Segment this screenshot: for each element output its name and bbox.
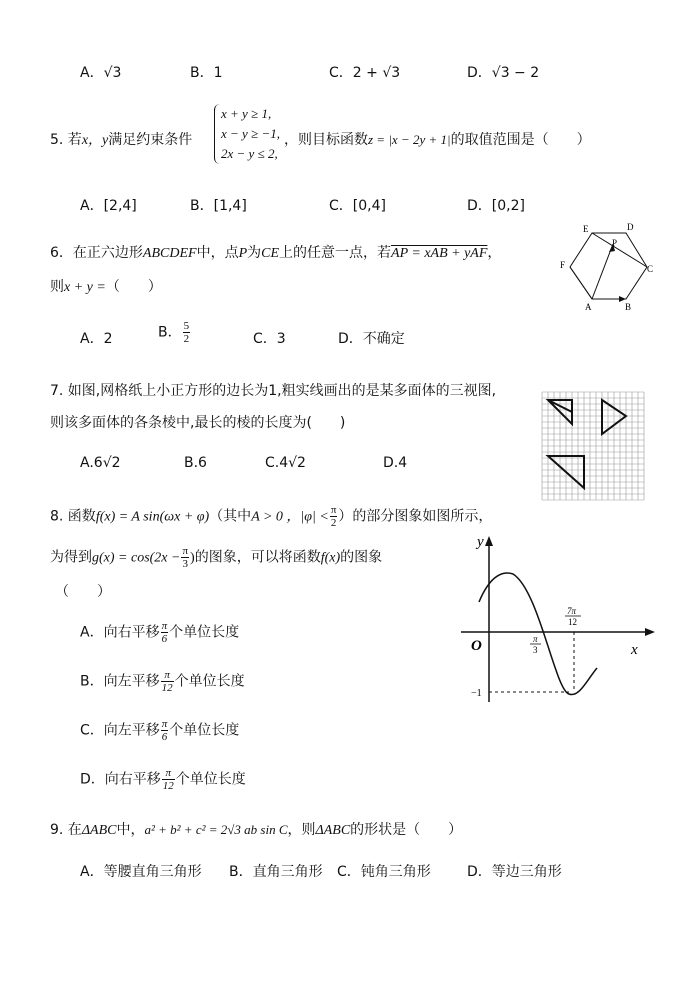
q8-c-post: 个单位长度 <box>169 722 240 739</box>
q7-option-a: A.6√2 <box>80 455 121 471</box>
graph-pi3-den: 3 <box>533 645 538 655</box>
q6-option-b-frac <box>183 320 191 345</box>
q8-a-num: π <box>161 620 168 632</box>
q5-stem <box>50 129 192 149</box>
q4-option-d: D．√3 − 2 <box>467 65 540 81</box>
q8-text-a: 8. 函数 <box>50 508 96 525</box>
q6-frac-num: 5 <box>183 320 190 332</box>
q9-text-c: ，则 <box>287 822 316 838</box>
fig-label-c: C <box>647 264 654 274</box>
q8-function: f(x) = A sin(ωx + φ) <box>95 509 210 525</box>
graph-7pi12-den: 12 <box>568 617 577 627</box>
q8-pi-over-3 <box>181 545 189 570</box>
q8-c-pre: C．向左平移 <box>80 722 160 739</box>
q9-text-a: 9. 在 <box>50 822 82 838</box>
q8-a-frac <box>161 620 169 645</box>
q8-pi3-num: π <box>182 545 189 557</box>
q9-option-c: C．钝角三角形 <box>337 864 431 880</box>
q8-a-pre: A．向右平移 <box>80 624 160 641</box>
fig-label-d: D <box>627 222 634 232</box>
q7-option-c: C.4√2 <box>265 455 306 471</box>
q8-sine-graph <box>455 530 660 710</box>
q8-d-post: 个单位长度 <box>175 771 246 788</box>
graph-7pi12-num: 7π <box>567 606 577 616</box>
q8-stem-line2 <box>50 545 382 570</box>
q8-option-d <box>80 767 246 792</box>
q8-option-a <box>80 620 239 645</box>
q9-triangle: ΔABC <box>81 823 117 838</box>
q7-option-d: D.4 <box>383 455 408 471</box>
q4-option-c: C．2 + √3 <box>329 65 401 81</box>
q8-d-frac <box>162 767 175 792</box>
q9-triangle-2: ΔABC <box>315 823 351 838</box>
q8-b-pre: B．向左平移 <box>80 673 160 690</box>
q6-text-then: 则 <box>50 279 64 295</box>
q8-pi2-den: 2 <box>330 517 337 529</box>
fig-label-a: A <box>585 302 592 312</box>
q8-d-den: 12 <box>162 780 174 792</box>
q8-text-b: （其中 <box>209 508 252 525</box>
q8-pi-over-2 <box>330 504 338 529</box>
fig-label-e: E <box>583 224 589 234</box>
q8-b-num: π <box>161 669 174 682</box>
q6-option-c: C．3 <box>253 331 286 347</box>
graph-minus-one: −1 <box>471 688 482 699</box>
q7-stem-line1: 7. 如图,网格纸上小正方形的边长为1,粗实线画出的是某多面体的三视图, <box>50 383 497 399</box>
q6-vector-eq: AP = xAB + yAF <box>391 246 488 261</box>
q8-d-pre: D．向右平移 <box>80 771 161 788</box>
q8-fx: f(x) <box>320 550 341 566</box>
q6-hexagon-figure <box>555 220 665 315</box>
graph-y-label: y <box>477 534 484 550</box>
q9-text-b: 中， <box>116 822 145 838</box>
q6-segment-ce: CE <box>261 246 280 261</box>
q6-text-e: ， <box>487 245 502 261</box>
q8-b-den: 12 <box>161 682 173 694</box>
q8-blank: （ ） <box>55 584 111 600</box>
q5-constraints <box>214 104 280 164</box>
q5-suffix1: ，则目标函数 <box>284 132 368 148</box>
q5-constraint-1: x + y ≥ 1, <box>221 106 272 121</box>
q5-prefix: 5. 若 <box>50 132 82 148</box>
q9-stem <box>50 819 462 839</box>
q8-text-d: 为得到 <box>50 549 92 566</box>
q8-text-f: 的图象 <box>340 549 383 566</box>
q6-option-b-label: B． <box>158 324 182 341</box>
q6-option-a: A．2 <box>80 331 113 347</box>
q6-stem-line1 <box>50 242 501 262</box>
q6-stem-line2 <box>50 276 162 296</box>
q8-g-function: g(x) = cos(2x − <box>92 550 181 566</box>
q6-text-d: 上的任意一点，若 <box>279 245 392 261</box>
q5-suffix2: 的取值范围是（ ） <box>450 132 591 148</box>
q8-text-e: 的图象，可以将函数 <box>194 549 321 566</box>
q9-option-d: D．等边三角形 <box>467 864 562 880</box>
q5-objective: z = |x − 2y + 1| <box>368 132 451 147</box>
q8-b-frac <box>161 669 174 694</box>
q6-point-p: P <box>238 246 248 261</box>
q5-constraint-3: 2x − y ≤ 2, <box>221 146 278 161</box>
q8-option-b <box>80 669 245 694</box>
q9-equation: a² + b² + c² = 2√3 ab sin C <box>144 822 288 837</box>
q6-text-c: 为 <box>247 245 262 261</box>
graph-pi3-num: π <box>533 634 538 644</box>
q6-hexagon-name: ABCDEF <box>142 246 197 261</box>
q8-text-c: ）的部分图象如图所示， <box>338 508 493 525</box>
fig-label-b: B <box>625 302 632 312</box>
q8-option-c <box>80 718 239 743</box>
q8-b-post: 个单位长度 <box>174 673 245 690</box>
q6-frac-den: 2 <box>183 333 190 345</box>
q5-option-c: C．[0,4] <box>329 198 386 214</box>
q4-option-a: A．√3 <box>80 65 122 81</box>
q8-c-frac <box>161 718 169 743</box>
q8-pi2-num: π <box>330 504 337 516</box>
q5-constraint-2: x − y ≥ −1, <box>221 126 280 141</box>
graph-x-label: x <box>631 642 638 658</box>
graph-origin-label: O <box>471 638 482 654</box>
q6-option-b <box>158 320 191 345</box>
q8-pi3-den: 3 <box>182 558 189 570</box>
q8-c-num: π <box>161 718 168 730</box>
q5-option-b: B．[1,4] <box>190 198 247 214</box>
fig-label-p: P <box>612 238 618 248</box>
q5-option-a: A．[2,4] <box>80 198 137 214</box>
q9-option-b: B．直角三角形 <box>229 864 323 880</box>
q6-blank: （ ） <box>105 279 162 295</box>
q7-option-b: B.6 <box>184 455 207 471</box>
q5-stem-end <box>284 129 591 149</box>
q8-stem-line1 <box>50 504 492 529</box>
q4-option-b: B．1 <box>190 65 223 81</box>
q5-vars: x，y <box>81 133 109 148</box>
q8-a-den: 6 <box>161 633 168 645</box>
q8-a-post: 个单位长度 <box>169 624 240 641</box>
q8-condition: A > 0 ，|φ| < <box>251 509 329 525</box>
q6-option-d: D．不确定 <box>338 331 405 347</box>
q8-g-end: ) <box>190 550 195 566</box>
q8-c-den: 6 <box>161 731 168 743</box>
q8-d-num: π <box>162 767 175 780</box>
q7-stem-line2: 则该多面体的各条棱中,最长的棱的长度为( ) <box>50 415 346 431</box>
q6-text-b: 中，点 <box>196 245 239 261</box>
q5-mid: 满足约束条件 <box>108 132 193 148</box>
fig-label-f: F <box>560 260 566 270</box>
q6-text-a: 6．在正六边形 <box>50 245 143 261</box>
q7-three-view-grid <box>538 388 648 502</box>
q9-text-d: 的形状是（ ） <box>350 822 463 838</box>
q5-option-d: D．[0,2] <box>467 198 525 214</box>
q6-sum: x + y = <box>64 280 106 295</box>
q9-option-a: A．等腰直角三角形 <box>80 864 202 880</box>
